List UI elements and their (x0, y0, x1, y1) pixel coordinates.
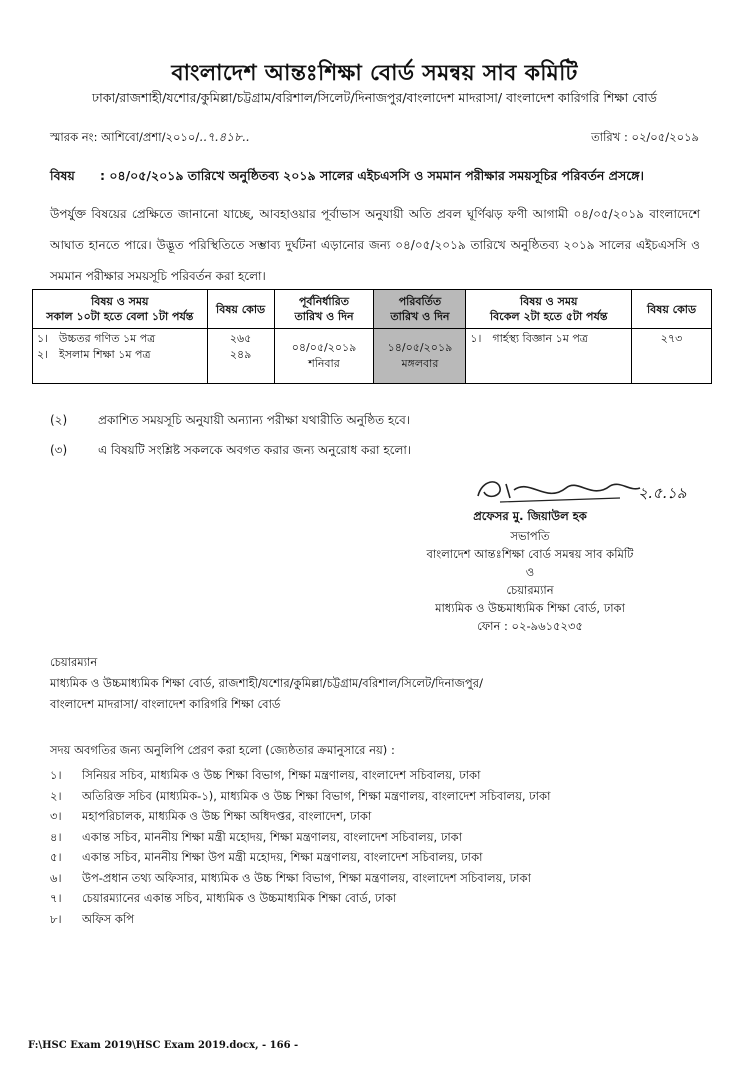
point-3: (৩) এ বিষয়টি সংশ্লিষ্ট সকলকে অবগত করার জন্য অনুরোধ করা হলো। (50, 443, 412, 457)
signatory-phone: ফোন : ০২-৯৬১৫২৩৫ (477, 619, 583, 633)
recipient-line: মাধ্যমিক ও উচ্চমাধ্যমিক শিক্ষা বোর্ড, রাজশাহী/যশোর/কুমিল্লা/চট্টগ্রাম/বরিশাল/সিলেট/দিনাজপুর/ (50, 676, 483, 690)
signatory-chairman: চেয়ারম্যান (506, 583, 554, 597)
subject-line (50, 168, 644, 188)
th-new-date: পরিবর্তিত তারিখ ও দিন (374, 290, 466, 329)
cell-new-date: ১৪/০৫/২০১৯ মঙ্গলবার (374, 329, 466, 384)
th-code-2: বিষয় কোড (632, 290, 712, 329)
table-header-row (33, 290, 712, 329)
signatory-committee: বাংলাদেশ আন্তঃশিক্ষা বোর্ড সমন্বয় সাব কমিটি (426, 547, 634, 561)
copy-list (50, 765, 550, 929)
memo-date: তারিখ : ০২/০৫/২০১৯ (591, 130, 699, 144)
th-code: বিষয় কোড (207, 290, 274, 329)
signature-scrawl (470, 474, 650, 508)
cell-morning-codes: ২৬৫ ২৪৯ (207, 329, 274, 384)
recipient-line: চেয়ারম্যান (50, 655, 98, 669)
memo-number (50, 129, 250, 149)
th-afternoon-subject: বিষয় ও সময় বিকেল ২টা হতে ৫টা পর্যন্ত (466, 290, 632, 329)
list-item: ৬। উপ-প্রধান তথ্য অফিসার, মাধ্যমিক ও উচ্চ শিক্ষা বিভাগ, শিক্ষা মন্ত্রণালয়, বাংলাদেশ সচিবালয়, ঢাকা (50, 870, 531, 885)
cell-morning-subjects: ১। উচ্চতর গণিত ১ম পত্র ২। ইসলাম শিক্ষা ১ম পত্র (33, 329, 208, 384)
th-previous-date: পূর্বনির্ধারিত তারিখ ও দিন (274, 290, 374, 329)
signatory-and: ও (525, 565, 535, 579)
list-item: ৩। মহাপরিচালক, মাধ্যমিক ও উচ্চ শিক্ষা অধিদপ্তর, বাংলাদেশ, ঢাকা (50, 809, 372, 823)
point-2: (২) প্রকাশিত সময়সূচি অনুযায়ী অন্যান্য পরীক্ষা যথারীতি অনুষ্ঠিত হবে। (50, 413, 411, 427)
cell-afternoon-subjects: ১। গার্হস্থ্য বিজ্ঞান ১ম পত্র (466, 329, 632, 384)
cell-afternoon-code: ২৭৩ (632, 329, 712, 384)
memo-label: স্মারক নং: আশিবো/প্রশা/২০১০/ (50, 130, 200, 144)
signatory-title: সভাপতি (510, 529, 550, 543)
cell-previous-date: ০৪/০৫/২০১৯ শনিবার (274, 329, 374, 384)
list-item: ১। সিনিয়র সচিব, মাধ্যমিক ও উচ্চ শিক্ষা বিভাগ, শিক্ষা মন্ত্রণালয়, বাংলাদেশ সচিবালয়, ঢাকা (50, 768, 481, 782)
list-item: ২। অতিরিক্ত সচিব (মাধ্যমিক-১), মাধ্যমিক ও উচ্চ শিক্ষা বিভাগ, শিক্ষা মন্ত্রণালয়, বাংলাদেশ সচিবালয়, ঢাকা (50, 788, 551, 803)
signature-block (350, 474, 710, 635)
list-item: ৫। একান্ত সচিব, মাননীয় শিক্ষা উপ মন্ত্রী মহোদয়, শিক্ষা মন্ত্রণালয়, বাংলাদেশ সচিবালয়, ঢাকা (50, 850, 483, 864)
th-morning-subject: বিষয় ও সময় সকাল ১০টা হতে বেলা ১টা পর্যন্ত (33, 290, 208, 329)
table-row (33, 329, 712, 384)
body-paragraph: উপর্যুক্ত বিষয়ের প্রেক্ষিতে জানানো যাচ্ছে, আবহাওয়ার পূর্বাভাস অনুযায়ী অতি প্রবল ঘূর্ণিঝড় ফণী আগামী ০৪/০৫/২০১৯ বাংলাদেশে আঘাত হানতে পারে। উদ্ভূত পরিস্থিতিতে সম্ভাব্য দুর্ঘটনা এড়ানোর জন্য ০৪/০৫/২০১৯ তারিখে অনুষ্ঠিতব্য ২০১৯ সালের এইচএসসি ও সমমান পরীক্ষার সময়সূচি পরিবর্তন করা হলো। (50, 207, 700, 283)
document-subtitle: ঢাকা/রাজশাহী/যশোর/কুমিল্লা/চট্টগ্রাম/বরিশাল/সিলেট/দিনাজপুর/বাংলাদেশ মাদরাসা/ বাংলাদেশ কারিগরি শিক্ষা বোর্ড (92, 90, 657, 105)
signatory-name: প্রফেসর মু. জিয়াউল হক (473, 509, 587, 523)
subject-text: : ০৪/০৫/২০১৯ তারিখে অনুষ্ঠিতব্য ২০১৯ সালের এইচএসসি ও সমমান পরীক্ষার সময়সূচির পরিবর্তন প্রসঙ্গে। (100, 168, 645, 183)
schedule-table (32, 289, 712, 384)
memo-handwritten: ..৭.৪১৮.. (199, 130, 250, 144)
list-item: ৭। চেয়ারম্যানের একান্ত সচিব, মাধ্যমিক ও উচ্চমাধ্যমিক শিক্ষা বোর্ড, ঢাকা (50, 891, 397, 905)
document-title: বাংলাদেশ আন্তঃশিক্ষা বোর্ড সমন্বয় সাব কমিটি (171, 61, 578, 86)
list-item: ৮। অফিস কপি (50, 911, 135, 926)
list-item: ৪। একান্ত সচিব, মাননীয় শিক্ষা মন্ত্রী মহোদয়, শিক্ষা মন্ত্রণালয়, বাংলাদেশ সচিবালয়, ঢাকা (50, 829, 463, 844)
subject-label: বিষয় (50, 168, 75, 183)
signatory-board: মাধ্যমিক ও উচ্চমাধ্যমিক শিক্ষা বোর্ড, ঢাকা (435, 601, 625, 615)
recipient-line: বাংলাদেশ মাদরাসা/ বাংলাদেশ কারিগরি শিক্ষা বোর্ড (50, 697, 281, 711)
recipient-block (50, 652, 483, 715)
file-path-footer: F:\HSC Exam 2019\HSC Exam 2019.docx, - 166 - (28, 1040, 299, 1051)
signature-date: ২.৫.১৯ (638, 484, 687, 502)
copy-heading: সদয় অবগতির জন্য অনুলিপি প্রেরণ করা হলো (জ্যেষ্ঠতার ক্রমানুসারে নয়) : (50, 743, 395, 757)
